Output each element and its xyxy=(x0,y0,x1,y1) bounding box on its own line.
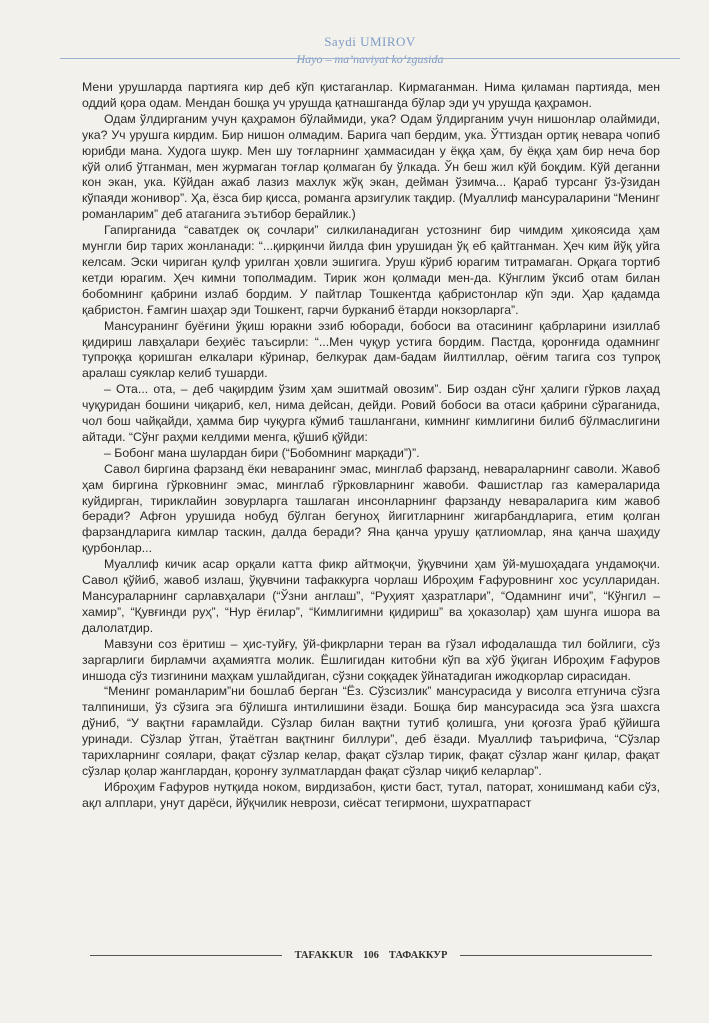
paragraph: Иброҳим Ғафуров нутқида ноком, вирдизабон, қисти баст, тутал, паторат, хонишманд каби сўз, ақл алплари, унут дарёси, йўқчилик неврози, сиёсат тегирмони, шухратпараст xyxy=(82,779,660,810)
running-header xyxy=(60,34,680,67)
paragraph: Гапирганида “саватдек оқ сочлари” силкиланадиган устознинг бир чимдим ҳикоясида ҳам мунгли бир тарих жонланади: “...қирқинчи йилда фин урушидан ўқ еб қайтганман. Ҳеч ким йўқ уйга келсам. Эски чириган қулф урилган ҳовли эшигига. Уруш кўриб юрагим титрамаган. Орқага тортиб кетди юрагим. Ҳеч кимни тополмадим. Тирик жон қолмади мен-да. Кўнглим ўксиб отам билан бобомнинг қабрини излаб бордим. У пайтлар Тошкентда қабристонлар кўп эди. Ҳар қадамда қабристон. Ғамгин шаҳар эди Тошкент, гарчи бурканиб ётарди нокзорларга”. xyxy=(82,223,660,317)
paragraph: Муаллиф кичик асар орқали катта фикр айтмоқчи, ўқувчини ҳам ўй-мушоҳадага ундамоқчи. Савол қўйиб, жавоб излаш, ўқувчини тафаккурга чорлаш Иброҳим Ғафуровнинг хос усулларидан. Мансураларнинг сарлавҳалари (“Ўзни англаш”, “Руҳият ҳазратлари”, “Одамнинг ичи”, “Кўнгил – хамир”, “Қувғинди руҳ”, “Нур ёғилар”, “Кимлигимни қидириш” ва ҳоказолар) ҳам шунга ишора ва далолатдир. xyxy=(82,557,660,635)
page-footer xyxy=(82,950,660,961)
header-author: Saydi UMIROV xyxy=(324,34,416,49)
paragraph: – Ота... ота, – деб чақирдим ўзим ҳам эшитмай овозим”. Бир оздан сўнг ҳалиги гўрков лаҳад чуқуридан бошини чиқариб, кел, нима дейсан, дейди. Ровий бобоси ва отаси қабрини сўраганида, чол бош чайқайди, ҳамма бир чуқурга кўмиб ташлангани, кимнинг кимлигини билиб бўлмаслигини айтади. “Сўнг раҳми келдими менга, қўшиб қўйди: xyxy=(82,382,660,444)
paragraph: Савол биргина фарзанд ёки неваранинг эмас, минглаб фарзанд, невараларнинг саволи. Жавоб ҳам биргина гўрковнинг эмас, минглаб гўрковларнинг жавоби. Фашистлар газ камераларида куйдирган, тириклайин зовурларга ташлаган инсонларнинг фарзанду невараларига ким жавоб беради? Афғон урушида нобуд бўлган бегуноҳ йигитларнинг жигарбандларига, етим қолган фарзандларига кимлар таскин, далда беради? Яна қанча урушу қатлиомлар, яна қанча шаҳиду қурбонлар... xyxy=(82,461,660,556)
paragraph: Мавзуни соз ёритиш – ҳис-туйғу, ўй-фикрларни теран ва гўзал ифодалашда тил бойлиги, сўз заргарлиги бирламчи аҳамиятга молик. Ёшлигидан китобни кўп ва хўб ўқиган Иброҳим Ғафуров иншода сўз тизгинини маҳкам ушлайдиган, сўзни соққадек ўйнатадиган ижодкорлар сирасидан. xyxy=(82,636,660,683)
footer-magazine-cyrillic: ТАФАККУР xyxy=(388,950,448,961)
paragraph: Мансуранинг буёғини ўқиш юракни эзиб юборади, бобоси ва отасининг қабрларини изиллаб қидириш лавҳалари беҳиёс таъсирли: “...Мен чуқур устига бордим. Пастда, қоронғида одамнинг тупроққа қоришган елкалари кўринар, белкурак дам-бадам йилтиллар, оёғим тагига соз тупроқ аралаш суяклар келиб тушарди. xyxy=(82,318,660,381)
header-subtitle: Hayo – ma’naviyat ko‘zgusida xyxy=(296,52,444,66)
footer-magazine-latin: TAFAKKUR xyxy=(294,950,354,961)
paragraph: “Менинг романларим”ни бошлаб берган “Ёз. Сўзсизлик” мансурасида у висолга етгунича сўзга талпиниши, ўз сўзига эга бўлишга интилишини ёзади. Бошқа бир мансурасида эса ўзга шахсга дўниб, “У вақтни ғарамлайди. Сўзлар билан вақтни тутиб қолишга, уни қоғозга ўраб қўйишга уринади. Сўзлар ўтган, ўтаётган вақтнинг биллури”, деб ёзади. Муаллиф таърифича, “Сўзлар тарихларнинг соялари, фақат сўзлар келар, фақат сўзлар тирик, фақат сўзлар жанг қилар, фақат сўзлар қолар жанглардан, қоронғу зулматлардан фақат сўзлар чиқиб келарлар”. xyxy=(82,684,660,778)
article-body xyxy=(82,80,660,812)
paragraph: Мени урушларда партияга кир деб кўп қистаганлар. Кирмаганман. Нима қиламан партияда, мен оддий қора одам. Мендан бошқа уч урушда қатнашганда бўлар эди уч урушда қаҳрамон. xyxy=(82,80,660,110)
paragraph: Одам ўлдирганим учун қаҳрамон бўлаймиди, ука? Одам ўлдирганим учун нишонлар олаймиди, ука? Уч урушга кирдим. Бир нишон олмадим. Барига чап бердим, ука. Ўттиздан ортиқ невара чопиб юрибди мана. Худога шукр. Мен шу тоғларнинг ҳаммасидан у ёққа ҳам, бу ёққа ҳам бир неча бор кўй олиб ўтганман, мен журмаган тоғлар қолмаган бу ўлкада. Ўн беш жил кўй боқдим. Кўй деганни кон экан, ука. Кўйдан ажаб лазиз махлук жўқ экан, дейман ўзимча... Қараб турсанг ўз-ўзидан кўпаяди жонивор”. Ҳа, ёзса бир қисса, романга арзигулик тақдир. (Муаллиф мансураларини “Менинг романларим” деб атаганига эътибор берайлик.) xyxy=(82,111,660,222)
header-rule xyxy=(60,58,680,59)
page-number: 106 xyxy=(363,950,379,961)
paragraph: – Бобонг мана шулардан бири (“Бобомнинг марқади”)”. xyxy=(104,445,420,460)
footer-rule-left xyxy=(90,955,282,956)
footer-rule-right xyxy=(460,955,652,956)
